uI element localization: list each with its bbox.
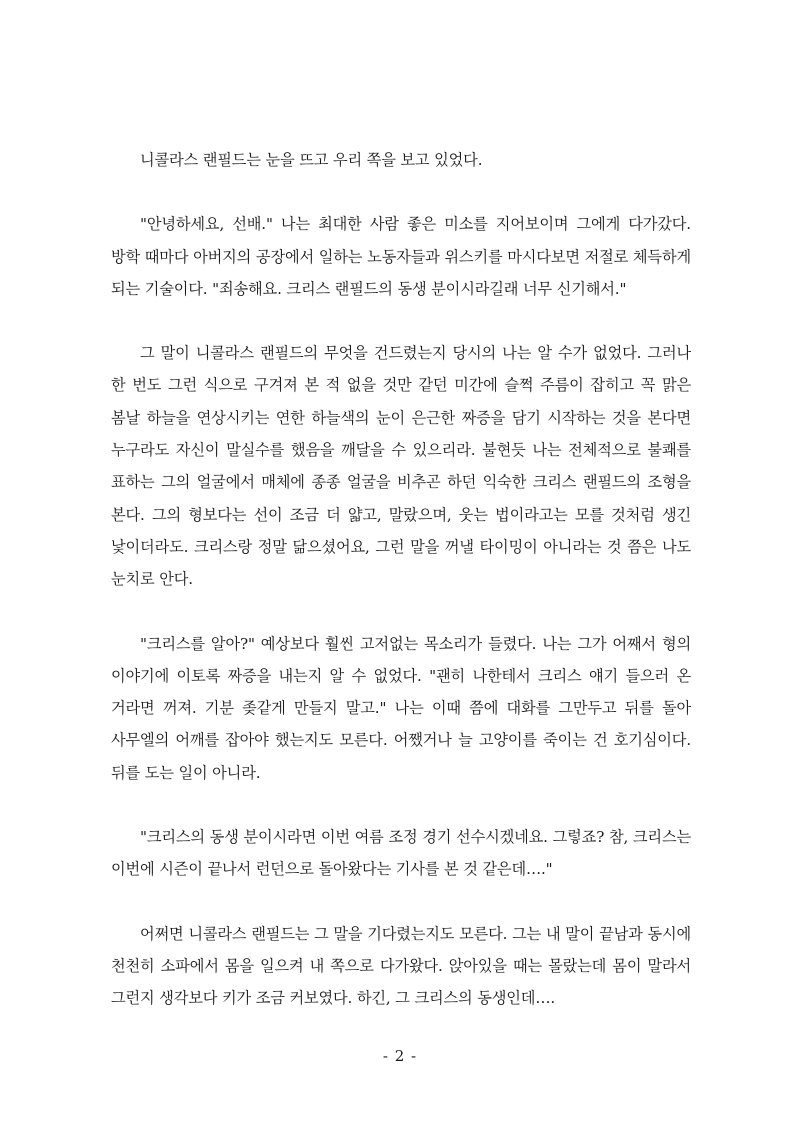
paragraph-5: "크리스의 동생 분이시라면 이번 여름 조정 경기 선수시겠네요. 그렇죠? 참, 크리스는 이번에 시즌이 끝나서 런던으로 돌아왔다는 기사를 본 것 같은데…." — [111, 828, 691, 879]
document-body — [111, 144, 691, 1047]
paragraph-4: "크리스를 알아?" 예상보다 훨씬 고저없는 목소리가 들렸다. 나는 그가 어째서 형의 이야기에 이토록 짜증을 내는지 알 수 없었다. "괜히 나한테서 크리스 얘기 들으러 온 거라면 꺼져. 기분 좆같게 만들지 말고." 나는 이때 쯤에 대화를 그만두고 뒤를 돌아 사무엘의 어깨를 잡아야 했는지도 모른다. 어쨌거나 늘 고양이를 죽이는 건 호기심이다. 뒤를 도는 일이 아니라. — [111, 634, 691, 782]
page-number: - 2 - — [382, 1047, 418, 1065]
paragraph-6: 어쩌면 니콜라스 랜필드는 그 말을 기다렸는지도 모른다. 그는 내 말이 끝남과 동시에 천천히 소파에서 몸을 일으켜 내 쪽으로 다가왔다. 앉아있을 때는 몰랐는데 몸이 말라서 그런지 생각보다 키가 조금 커보였다. 하긴, 그 크리스의 동생인데…. — [111, 924, 691, 1008]
paragraph-2: "안녕하세요, 선배." 나는 최대한 사람 좋은 미소를 지어보이며 그에게 다가갔다. 방학 때마다 아버지의 공장에서 일하는 노동자들과 위스키를 마시다보면 저절로 체득하게 되는 기술이다. "죄송해요. 크리스 랜필드의 동생 분이시라길래 너무 신기해서." — [111, 215, 691, 298]
paragraph-1: 니콜라스 랜필드는 눈을 뜨고 우리 쪽을 보고 있었다. — [140, 151, 483, 169]
paragraph-3: 그 말이 니콜라스 랜필드의 무엇을 건드렸는지 당시의 나는 알 수가 없었다. 그러나 한 번도 그런 식으로 구겨져 본 적 없을 것만 같던 미간에 슬쩍 주름이 잡히고 꼭 맑은 봄날 하늘을 연상시키는 연한 하늘색의 눈이 은근한 짜증을 담기 시작하는 것을 본다면 누구라도 자신이 말실수를 했음을 깨달을 수 있으리라. 불현듯 나는 전체적으로 불쾌를 표하는 그의 얼굴에서 매체에 종종 얼굴을 비추곤 하던 익숙한 크리스 랜필드의 조형을 본다. 그의 형보다는 선이 조금 더 얇고, 말랐으며, 웃는 법이라고는 모를 것처럼 생긴 낯이더라도. 크리스랑 정말 닮으셨어요, 그런 말을 꺼낼 타이밍이 아니라는 것 쯤은 나도 눈치로 안다. — [111, 344, 691, 589]
